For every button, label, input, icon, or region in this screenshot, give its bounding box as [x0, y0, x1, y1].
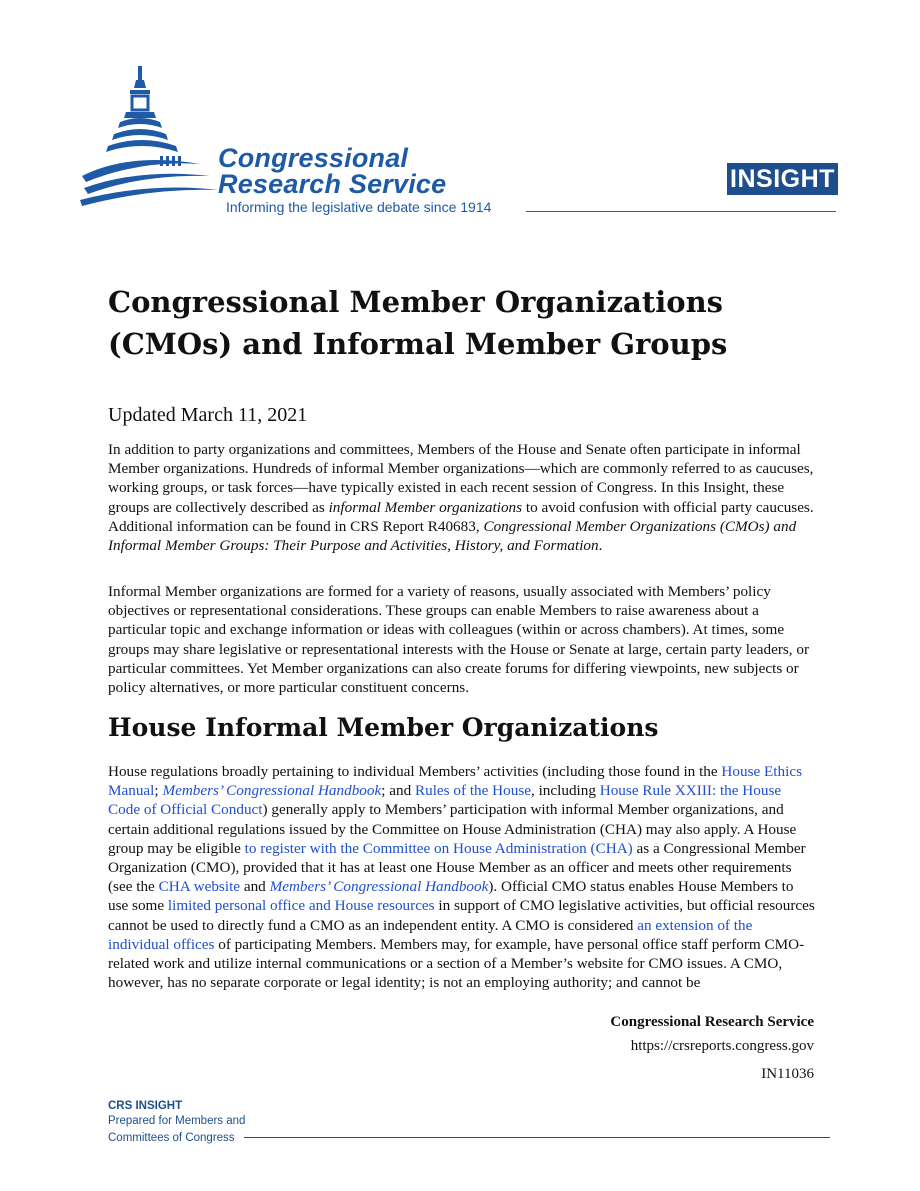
text-run: .	[598, 537, 603, 555]
title-line-1: Congressional Member Organizations	[108, 285, 723, 319]
paragraph-intro	[108, 440, 816, 555]
text-run: of participating Members. Members may, for example, have personal office staff perform CMO-related work and utilize internal communications or a section of a Member’s website for CMO issues. A CMO, however, has no separate corporate or legal identity; is not an employing authority; and cannot be	[108, 935, 805, 992]
text-run: as a Congressional Member Organization (CMO), provided that it has at least one House Member as an officer and meets other requirements (see the	[108, 839, 806, 896]
text-run: to avoid confusion with official party caucuses. Additional information can be found in CRS Report R40683,	[108, 498, 814, 535]
footer-org-name: Congressional Research Service	[610, 1014, 814, 1030]
footer-report-id: IN11036	[761, 1066, 814, 1082]
org-tagline: Informing the legislative debate since 1914	[226, 199, 492, 215]
text-run: House regulations broadly pertaining to individual Members’ activities (including those found in the	[108, 763, 722, 780]
link-members-congressional-handbook[interactable]: Members’ Congressional Handbook	[162, 782, 382, 800]
link-extension-of-individual-offices[interactable]: an extension of the individual offices	[108, 916, 753, 953]
report-title-italic: Congressional Member Organizations (CMOs) and Informal Member Groups: Their Purpose and Activities, History, and Formation	[108, 517, 797, 555]
org-name-line2: Research Service	[218, 169, 447, 199]
paragraph-purpose: Informal Member organizations are formed for a variety of reasons, usually associated with Members’ policy objectives or representational considerations. These groups can enable Members to raise awareness about a particular topic and exchange information or ideas with colleagues (within or across chambers). At times, some groups may share legislative or representational interests with the House or Senate at large, certain party leaders, or particular committees. Yet Member organizations can also create forums for differing viewpoints, new subjects or policy alternatives, or more particular constituent concerns.	[108, 583, 810, 697]
footer-prepared-for	[108, 1113, 245, 1147]
header-divider	[526, 211, 836, 212]
prepared-line-1: Prepared for Members and	[108, 1115, 246, 1127]
page-title	[108, 281, 828, 365]
text-run-italic: informal Member organizations	[328, 498, 523, 516]
link-house-rule-xxiii[interactable]: House Rule XXIII: the House Code of Official Conduct	[108, 782, 782, 819]
link-house-ethics-manual[interactable]: House Ethics Manual	[108, 763, 802, 800]
text-run: , including	[530, 782, 600, 800]
text-run: ). Official CMO status enables House Members to use some	[108, 878, 794, 915]
updated-date: Updated March 11, 2021	[108, 404, 308, 426]
link-register-with-cha[interactable]: to register with the Committee on House Administration (CHA)	[244, 839, 633, 857]
org-name-line1: Congressional	[218, 143, 409, 173]
footer-url[interactable]: https://crsreports.congress.gov	[630, 1038, 814, 1054]
capitol-dome-logo	[80, 64, 220, 214]
footer-divider	[244, 1137, 830, 1138]
text-run: ) generally apply to Members’ participation with informal Member organizations, and certain additional regulations issued by the Committee on House Administration (CHA) may also apply. A House group may be eligible	[108, 801, 797, 857]
prepared-line-2: Committees of Congress	[108, 1132, 235, 1144]
link-rules-of-the-house[interactable]: Rules of the House	[414, 782, 531, 800]
section-heading: House Informal Member Organizations	[108, 713, 659, 742]
text-run: ;	[154, 782, 163, 800]
paragraph-house-regulations	[108, 762, 816, 992]
text-run: In addition to party organizations and committees, Members of the House and Senate often participate in informal Member organizations. Hundreds of informal Member organizations—which are commonly referred to as caucuses, working groups, or task forces—have typically existed in each recent session of Congress. In this Insight, these groups are collectively described as	[108, 441, 814, 516]
link-limited-personal-office-resources[interactable]: limited personal office and House resources	[167, 897, 435, 915]
text-run: and	[240, 878, 270, 896]
text-run: ; and	[381, 782, 415, 800]
title-line-2: (CMOs) and Informal Member Groups	[108, 327, 728, 361]
text-run: in support of CMO legislative activities, but official resources cannot be used to directly fund a CMO as an independent entity. A CMO is considered	[108, 897, 815, 934]
link-members-handbook-2[interactable]: Members’ Congressional Handbook	[269, 878, 489, 896]
insight-badge: INSIGHT	[727, 163, 838, 195]
footer-crs-insight: CRS INSIGHT	[108, 1100, 183, 1112]
link-cha-website[interactable]: CHA website	[158, 878, 241, 896]
